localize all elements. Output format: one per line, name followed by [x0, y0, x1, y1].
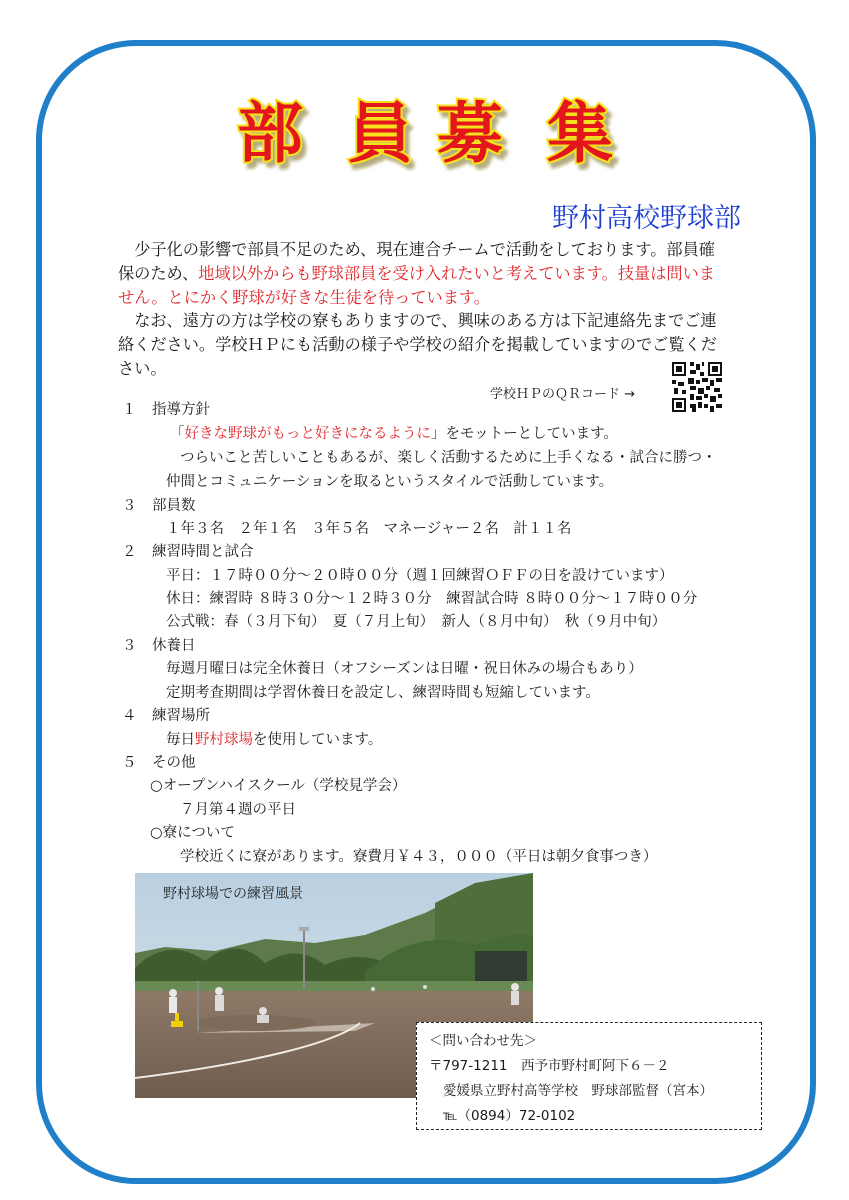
- other-item-2-detail: 学校近くに寮があります。寮費月￥４３，０００（平日は朝夕食事つき）: [180, 849, 658, 865]
- qr-label: 学校ＨＰのＱＲコード →: [490, 387, 636, 402]
- qr-code-icon[interactable]: [672, 362, 722, 412]
- contact-tel[interactable]: ℡（0894）72-0102: [443, 1108, 576, 1124]
- title-char-1: 部: [237, 95, 303, 172]
- place-venue: 野村球場: [195, 732, 253, 748]
- page-title: [0, 92, 849, 172]
- practice-weekday: 平日：１７時００分～２０時００分（週１回練習ＯＦＦの日を設けています）: [166, 568, 674, 584]
- section-other-heading: ５ その他: [122, 755, 196, 771]
- other-item-1: ○オープンハイスクール（学校見学会）: [150, 778, 407, 794]
- section-1-heading: １ 指導方針: [122, 402, 210, 418]
- title-char-2: 員: [347, 95, 413, 172]
- practice-official: 公式戦：春（３月下旬） 夏（７月上旬） 新人（８月中旬） 秋（９月中旬）: [166, 614, 667, 630]
- rest-line-1: 毎週月曜日は完全休養日（オフシーズンは日曜・祝日休みの場合もあり）: [166, 661, 643, 677]
- contact-box: [416, 1022, 762, 1130]
- intro-text: [118, 238, 730, 381]
- section-rest-heading: ３ 休養日: [122, 638, 196, 654]
- members-line: １年３名 ２年１名 ３年５名 マネージャー２名 計１１名: [166, 521, 572, 537]
- contact-heading: ＜問い合わせ先＞: [429, 1033, 537, 1049]
- contact-org: 愛媛県立野村高等学校 野球部監督（宮本）: [443, 1083, 713, 1099]
- club-name: 野村高校野球部: [552, 203, 741, 234]
- other-item-2: ○寮について: [150, 825, 235, 841]
- policy-line-2: つらいこと苦しいこともあるが、楽しく活動するために上手くなる・試合に勝つ・: [180, 450, 717, 466]
- place-line: 毎日野村球場を使用しています。: [166, 732, 383, 748]
- contact-address: 〒797-1211 西予市野村町阿下６－２: [429, 1058, 670, 1074]
- intro-highlight: 地域以外からも野球部員を受け入れたいと考えています。技量は問いません。とにかく野球が好きな生徒を待っています。: [118, 263, 715, 307]
- policy-motto-line: 「好きな野球がもっと好きになるように」をモットーとしています。: [170, 426, 618, 442]
- practice-holiday: 休日：練習時 ８時３０分～１２時３０分 練習試合時 ８時００分～１７時００分: [166, 591, 698, 607]
- intro-paragraph-2: なお、遠方の方は学校の寮もありますので、興味のある方は下記連絡先までご連絡ください。学校ＨＰにも活動の様子や学校の紹介を掲載していますのでご覧ください。: [118, 311, 717, 378]
- policy-line-3: 仲間とコミュニケーションを取るというスタイルで活動しています。: [166, 474, 614, 490]
- other-item-1-detail: ７月第４週の平日: [180, 802, 296, 818]
- section-place-heading: ４ 練習場所: [122, 708, 210, 724]
- intro-paragraph-1: 少子化の影響で部員不足のため、現在連合チームで活動をしております。部員確保のため、地域以外からも野球部員を受け入れたいと考えています。技量は問いません。とにかく野球が好きな生徒を待っています。: [118, 240, 715, 307]
- rest-line-2: 定期考査期間は学習休養日を設定し、練習時間も短縮しています。: [166, 685, 600, 701]
- title-char-3: 募: [437, 95, 503, 172]
- photo-caption: 野村球場での練習風景: [163, 886, 303, 902]
- section-members-heading: ３ 部員数: [122, 498, 196, 514]
- policy-motto: 好きな野球がもっと好きになるように: [184, 426, 431, 442]
- title-char-4: 集: [547, 95, 613, 172]
- section-practice-heading: ２ 練習時間と試合: [122, 544, 254, 560]
